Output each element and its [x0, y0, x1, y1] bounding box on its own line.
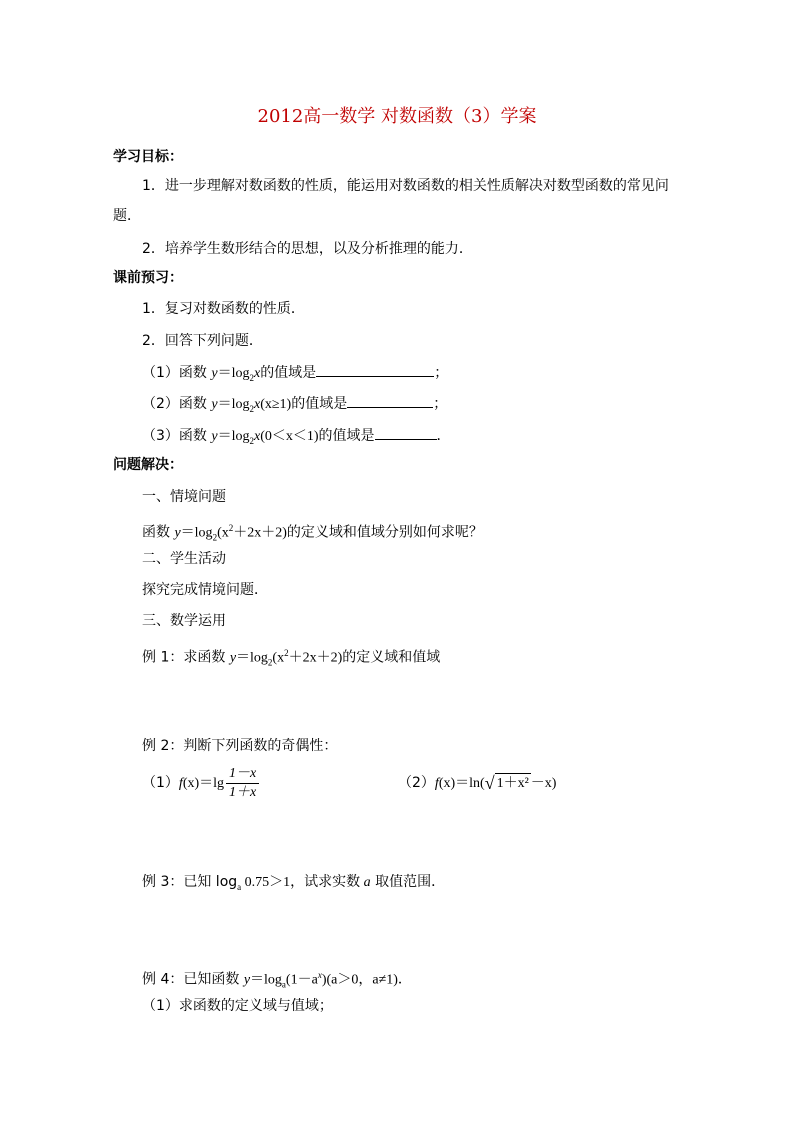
example-2-part-2: （2）f(x)＝ln( √ 1＋x² －x): [398, 773, 557, 793]
preview-question-3: （3）函数 $y=\log_2x(0<x<1)$的值域是 ．: [142, 425, 451, 451]
example-2-part-1: （1）f(x)＝lg $\frac{1-x}{1+x}$: [142, 764, 261, 803]
section-heading-preview: 课前预习：: [113, 270, 183, 286]
preview-item-1: 1．复习对数函数的性质．: [142, 301, 305, 317]
answer-blank[interactable]: [316, 362, 434, 377]
part-1-title: 一、情境问题: [142, 489, 226, 505]
page-title: 2012高一数学 对数函数（3）学案: [257, 106, 537, 127]
part-2-text: 探究完成情境问题．: [142, 582, 268, 598]
example-1: 例 1：求函数 $y=\log_2(x^2+2x+2)$的定义域和值域: [142, 648, 441, 668]
example-4: 例 4：已知函数 $y=\log_a(1-a^x)(a>0$，a≠1)．: [142, 970, 412, 990]
objective-1: 1．进一步理解对数函数的性质，能运用对数函数的相关性质解决对数型函数的常见问: [142, 178, 669, 194]
section-heading-problems: 问题解决：: [113, 457, 183, 473]
example-2: 例 2：判断下列函数的奇偶性：: [142, 738, 338, 754]
preview-question-2: （2）函数 $y=\log_2x(x\ge 1)$的值域是 ；: [142, 393, 447, 419]
preview-question-1: （1）函数 $y=\log_2x$的值域是 ；: [142, 362, 448, 388]
example-3: 例 3：已知 $\log_a 0.75>1$，试求实数 a 取值范围．: [142, 874, 446, 892]
preview-item-2: 2．回答下列问题．: [142, 333, 263, 349]
answer-blank[interactable]: [375, 425, 437, 440]
objective-1-continued: 题．: [113, 208, 141, 224]
answer-blank[interactable]: [347, 393, 433, 408]
objective-2: 2．培养学生数形结合的思想，以及分析推理的能力．: [142, 241, 473, 257]
part-2-title: 二、学生活动: [142, 551, 226, 567]
section-heading-objectives: 学习目标：: [113, 149, 183, 165]
part-3-title: 三、数学运用: [142, 613, 226, 629]
part-1-text: 函数 $y=\log_2(x^2+2x+2)$的定义域和值域分别如何求呢？: [142, 523, 483, 543]
example-4-question-1: （1）求函数的定义域与值域；: [142, 998, 333, 1014]
square-root: √ 1＋x²: [484, 773, 529, 793]
fraction: $\frac{1-x}{1+x}$: [226, 765, 259, 802]
